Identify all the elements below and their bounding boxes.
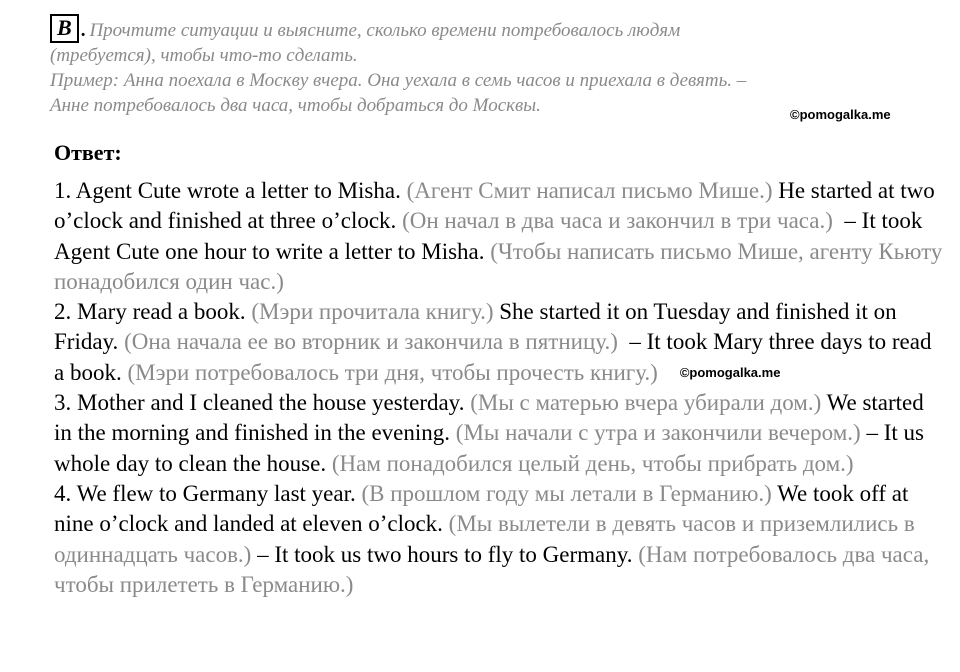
sentence-en: We took off at nine o’clock and landed at eleven o’clock.: [54, 480, 909, 537]
sentence-en: He started at two o’clock and finished at three o’clock.: [54, 178, 935, 234]
translation-ru: (Агент Смит написал письмо Мише.): [406, 178, 773, 203]
translation-ru: (Мы вылетели в девять часов и приземлились в одиннадцать часов.): [54, 511, 915, 567]
answer-body: [54, 176, 944, 600]
translation-ru: (Мэри прочитала книгу.): [251, 299, 494, 325]
translation-ru: (Он начал в два часа и закончил в три часа.): [402, 208, 833, 234]
watermark-inline: ©pomogalka.me: [679, 364, 781, 380]
sentence-en: – It took us two hours to fly to Germany.: [257, 541, 633, 567]
answer-item-1: [54, 176, 944, 297]
translation-ru: (Она начала ее во вторник и закончила в пятницу.): [124, 329, 618, 355]
translation-ru: (Мы с матерью вчера убирали дом.): [470, 390, 822, 416]
sentence-en: 1. Agent Cute wrote a letter to Misha.: [54, 178, 401, 203]
answer-item-3: [54, 388, 944, 479]
sentence-en: – It us whole day to clean the house.: [54, 420, 924, 476]
task-instructions: [50, 14, 930, 118]
sentence-en: 2. Mary read a book.: [54, 299, 246, 325]
task-example-line-2: Анне потребовалось два часа, чтобы добраться до Москвы.: [50, 95, 541, 116]
sentence-en: – It took Mary three days to read a book.: [54, 329, 932, 385]
task-example-line-1: Пример: Анна поехала в Москву вчера. Она уехала в семь часов и приехала в девять. –: [50, 70, 747, 91]
translation-ru: (Чтобы написать письмо Мише, агенту Кьюту понадобился один час.): [54, 238, 943, 294]
task-line-1: [50, 14, 930, 43]
sentence-en: 4. We flew to Germany last year.: [54, 480, 356, 506]
sentence-en: She started it on Tuesday and finished it on Friday.: [54, 299, 897, 355]
answer-item-4: [54, 479, 944, 600]
sentence-en: We started in the morning and finished in the evening.: [54, 390, 924, 446]
task-letter-dot: .: [80, 20, 86, 41]
translation-ru: (Нам понадобился целый день, чтобы прибрать дом.): [331, 450, 854, 476]
translation-ru: (Мы начали с утра и закончили вечером.): [455, 420, 861, 446]
translation-ru: (В прошлом году мы летали в Германию.): [361, 480, 772, 506]
task-line-2: (требуется), чтобы что-то сделать.: [50, 45, 358, 66]
sentence-en: – It took Agent Cute one hour to write a letter to Misha.: [54, 208, 923, 264]
watermark: ©pomogalka.me: [790, 107, 891, 122]
answer-title: Ответ:: [54, 140, 122, 165]
translation-ru: (Нам потребовалось два часа, чтобы прилететь в Германию.): [54, 541, 930, 597]
task-text-1: Прочтите ситуации и выясните, сколько времени потребовалось людям: [89, 20, 681, 41]
translation-ru: (Мэри потребовалось три дня, чтобы прочесть книгу.): [127, 359, 658, 385]
sentence-en: 3. Mother and I cleaned the house yesterday.: [54, 390, 465, 416]
answer-item-2: [54, 297, 944, 388]
task-letter-badge: B: [50, 14, 79, 43]
